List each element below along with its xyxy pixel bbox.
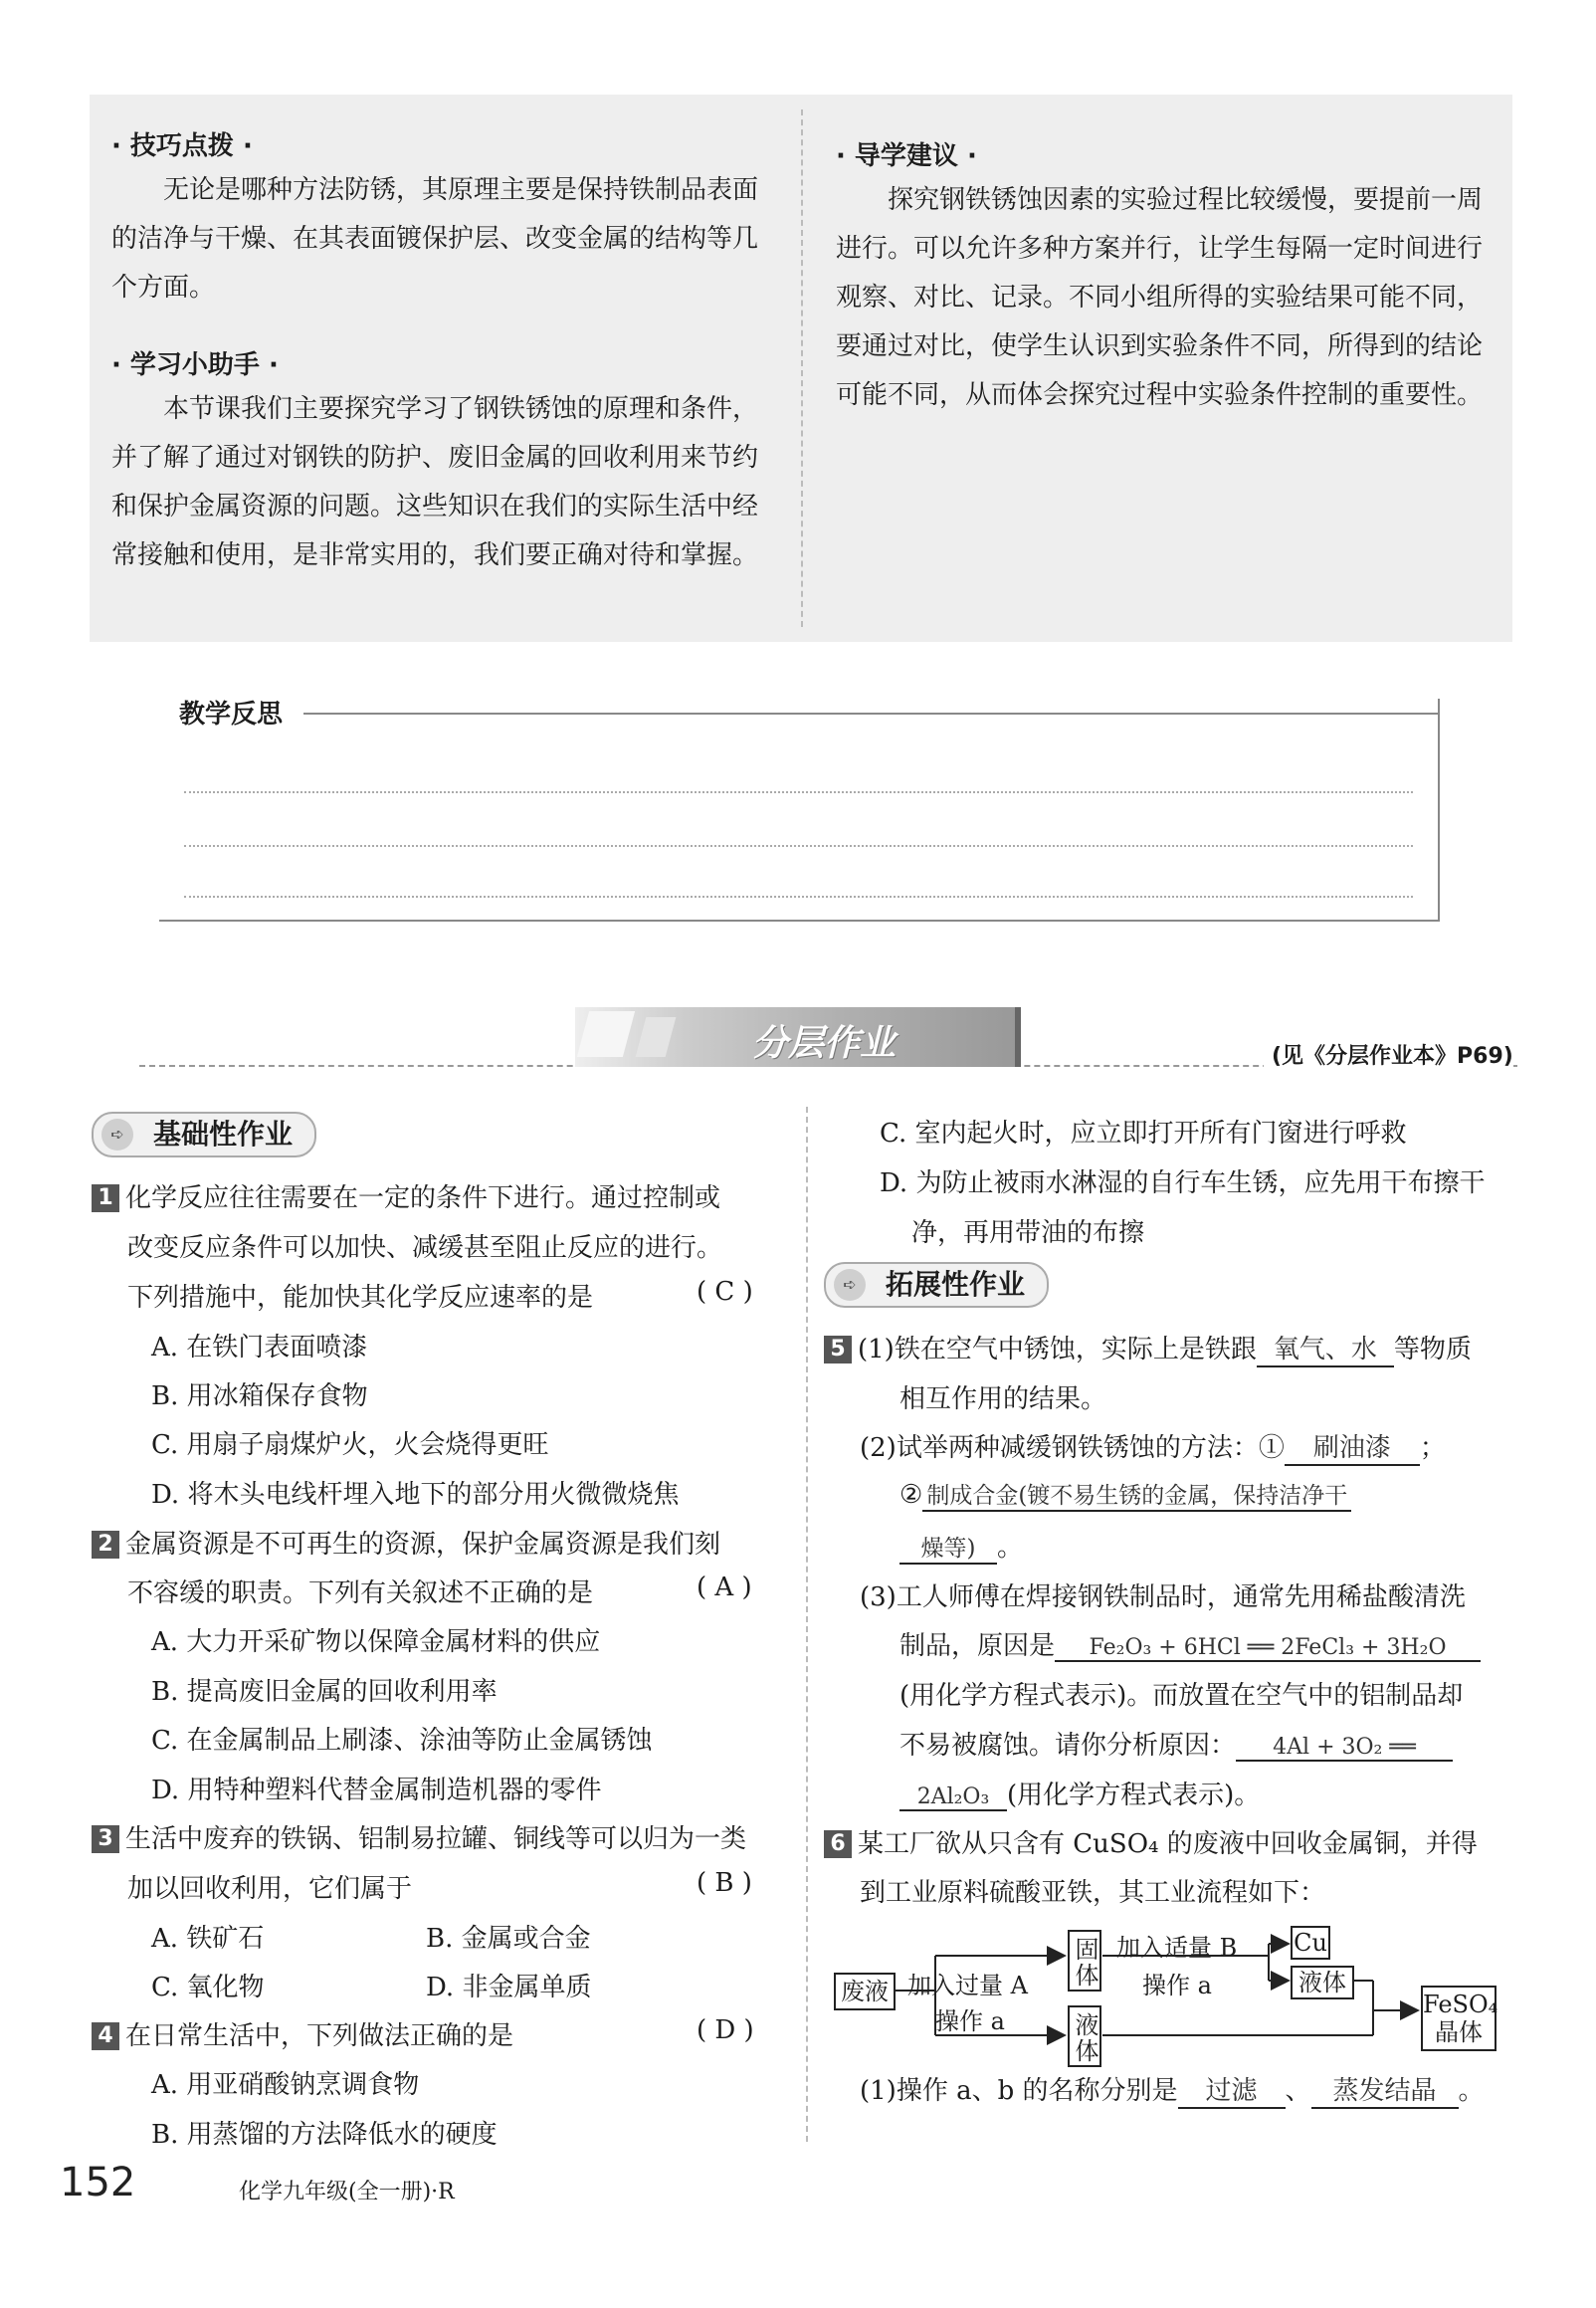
q3-stem-text: 生活中废弃的铁锅、铝制易拉罐、铜线等可以归为一类 — [125, 1824, 747, 1854]
q4-number: 4 — [92, 2022, 119, 2050]
q5-answer-1: 氧气、水 — [1257, 1329, 1394, 1367]
q2-stem-line — [92, 1524, 720, 1561]
q6-sub1-text: (1)操作 a、b 的名称分别是 — [860, 2076, 1178, 2106]
q5-part1-text: (1)铁在空气中锈蚀，实际上是铁跟 — [858, 1335, 1257, 1364]
q2-option: A. 大力开采矿物以保障金属材料的供应 — [151, 1627, 601, 1657]
helper-tip-text: 本节课我们主要探究学习了钢铁锈蚀的原理和条件，并了解了通过对钢铁的防护、废旧金属的回收利用来节约和保护金属资源的问题。这些知识在我们的实际生活中经常接触和使用，是非常实用的，我们要正确对待和掌握。 — [111, 394, 759, 570]
flow-chart — [826, 1926, 1512, 2075]
flow-op-a1: 操作 a — [935, 2007, 1005, 2035]
q5-part2-line3 — [899, 1527, 1023, 1565]
extended-badge-label: 拓展性作业 — [886, 1268, 1026, 1301]
q5-part3-line5-text: (用化学方程式表示)。 — [1007, 1781, 1261, 1810]
flow-liquid1-box: 液体 — [1068, 2005, 1101, 2067]
q2-answer: ( A ) — [697, 1573, 752, 1602]
q1-stem-line — [92, 1177, 720, 1214]
flow-product-formula: FeSO₄ — [1423, 1991, 1498, 2018]
q4-stem-text: 在日常生活中，下列做法正确的是 — [125, 2021, 514, 2051]
q5-answer-2: 刷油漆 — [1285, 1427, 1420, 1466]
q5-part2-line2 — [899, 1477, 1351, 1512]
q3-number: 3 — [92, 1825, 119, 1853]
reflection-top-line — [303, 713, 1438, 715]
q6-stem-text: 某工厂欲从只含有 CuSO₄ 的废液中回收金属铜，并得 — [858, 1829, 1478, 1859]
q6-number: 6 — [824, 1830, 852, 1858]
q1-number: 1 — [92, 1184, 119, 1212]
q3-stem-line — [92, 1818, 746, 1855]
q1-stem-text: 化学反应往往需要在一定的条件下进行。通过控制或 — [125, 1183, 721, 1213]
q6-sub1-end: 。 — [1458, 2076, 1485, 2106]
q4-option: D. 为防止被雨水淋湿的自行车生锈，应先用干布擦干 — [880, 1168, 1486, 1198]
q1-option: D. 将木头电线杆埋入地下的部分用火微微烧焦 — [151, 1480, 680, 1510]
q5-answer-3b: 燥等) — [899, 1530, 997, 1565]
q5-part2-end: 。 — [997, 1533, 1024, 1563]
q2-stem-text: 金属资源是不可再生的资源，保护金属资源是我们刻 — [125, 1530, 721, 1560]
q6-answer-1: 过滤 — [1178, 2070, 1286, 2109]
flow-add-a: 加入过量 A — [907, 1972, 1028, 1999]
reflection-label: 教学反思 — [171, 694, 291, 731]
q5-part1 — [824, 1329, 1472, 1367]
flow-solid-box: 固体 — [1068, 1930, 1101, 1992]
basic-badge — [92, 1112, 316, 1157]
section-title: 分层作业 — [752, 1023, 897, 1064]
q6-stem-line: 到工业原料硫酸亚铁，其工业流程如下： — [860, 1878, 1326, 1908]
q4-option: A. 用亚硝酸钠烹调食物 — [151, 2070, 420, 2100]
skill-tip-heading: · 技巧点拨 · — [111, 131, 253, 161]
q1-option: C. 用扇子扇煤炉火，火会烧得更旺 — [151, 1430, 549, 1460]
guide-tip-heading: · 导学建议 · — [836, 141, 977, 171]
q5-answer-3a: 制成合金(镀不易生锈的金属，保持洁净干 — [922, 1477, 1351, 1512]
page-number: 152 — [60, 2160, 136, 2205]
q5-part3-line5 — [899, 1775, 1260, 1811]
q1-stem-line: 改变反应条件可以加快、减缓甚至阻止反应的进行。 — [127, 1233, 723, 1263]
q6-sub1 — [860, 2070, 1485, 2109]
arrow-icon: ➪ — [834, 1269, 866, 1301]
flow-waste-box: 废液 — [834, 1973, 896, 2010]
q1-option: A. 在铁门表面喷漆 — [151, 1333, 368, 1363]
q5-part3-line1: (3)工人师傅在焊接钢铁制品时，通常先用稀盐酸清洗 — [860, 1582, 1466, 1612]
flow-cu-box: Cu — [1291, 1926, 1330, 1960]
q3-answer: ( B ) — [697, 1868, 752, 1898]
reflection-line — [184, 791, 1413, 793]
section-banner — [575, 1007, 1021, 1067]
basic-badge-label: 基础性作业 — [153, 1118, 294, 1151]
q5-part2 — [860, 1427, 1446, 1466]
q4-option: 净，再用带油的布擦 — [911, 1218, 1145, 1248]
q6-answer-2: 蒸发结晶 — [1311, 2070, 1459, 2109]
skill-tip — [111, 125, 773, 313]
helper-tip-heading: · 学习小助手 · — [111, 350, 279, 380]
q2-stem-line: 不容缓的职责。下列有关叙述不正确的是 — [127, 1578, 594, 1608]
q5-equation-2b: 2Al₂O₃ — [899, 1784, 1007, 1811]
q2-number: 2 — [92, 1531, 119, 1559]
banner-deco-icon — [577, 1011, 635, 1057]
arrow-icon: ➪ — [101, 1119, 133, 1151]
q5-part1-line2: 相互作用的结果。 — [899, 1384, 1107, 1414]
q1-stem-line: 下列措施中，能加快其化学反应速率的是 — [127, 1283, 594, 1313]
q6-stem-line — [824, 1823, 1478, 1860]
reflection-line — [184, 896, 1413, 898]
flow-op-a2: 操作 a — [1142, 1972, 1212, 1999]
q5-part1-post: 等物质 — [1393, 1335, 1472, 1364]
q4-option: C. 室内起火时，应立即打开所有门窗进行呼救 — [880, 1119, 1407, 1149]
flow-product-label: 晶体 — [1435, 2018, 1483, 2046]
book-title: 化学九年级(全一册)·R — [239, 2180, 455, 2204]
q6-sub1-sep: 、 — [1285, 2076, 1311, 2106]
q1-answer: ( C ) — [697, 1277, 753, 1307]
q4-answer: ( D ) — [697, 2015, 754, 2045]
reflection-box — [159, 699, 1440, 922]
q5-part2-sep: ； — [1419, 1433, 1446, 1463]
extended-badge — [824, 1262, 1049, 1308]
q3-option: A. 铁矿石 — [151, 1924, 265, 1954]
q3-option: C. 氧化物 — [151, 1973, 265, 2002]
guide-tip-text: 探究钢铁锈蚀因素的实验过程比较缓慢，要提前一周进行。可以允许多种方案并行，让学生每隔一定时间进行观察、对比、记录。不同小组所得的实验结果可能不同，要通过对比，使学生认识到实验条件不同，所得到的结论可能不同，从而体会探究过程中实验条件控制的重要性。 — [836, 185, 1484, 410]
q5-part2-text: (2)试举两种减缓钢铁锈蚀的方法：① — [860, 1433, 1285, 1463]
q5-mark2: ② — [899, 1480, 923, 1510]
q2-option: D. 用特种塑料代替金属制造机器的零件 — [151, 1776, 602, 1805]
q3-option: D. 非金属单质 — [426, 1973, 592, 2002]
q4-stem-line — [92, 2015, 513, 2052]
flow-liquid2-box: 液体 — [1291, 1966, 1354, 1999]
tips-divider — [801, 109, 803, 627]
flow-product-box — [1421, 1986, 1496, 2051]
banner-deco-icon — [636, 1017, 677, 1057]
q5-part3-line2 — [899, 1625, 1481, 1662]
q4-option: B. 用蒸馏的方法降低水的硬度 — [151, 2120, 498, 2150]
flow-add-b: 加入适量 B — [1116, 1934, 1238, 1962]
q5-part3-line3: (用化学方程式表示)。而放置在空气中的铝制品却 — [899, 1681, 1464, 1711]
q2-option: C. 在金属制品上刷漆、涂油等防止金属锈蚀 — [151, 1726, 653, 1756]
reflection-line — [184, 845, 1413, 847]
q5-part3-line4-text: 不易被腐蚀。请你分析原因： — [899, 1731, 1237, 1761]
q5-equation-1: Fe₂O₃ + 6HCl ══ 2FeCl₃ + 3H₂O — [1055, 1635, 1481, 1662]
guide-tip — [836, 135, 1502, 420]
section-reference: (见《分层作业本》P69) — [1264, 1039, 1513, 1070]
q5-part3-pre: 制品，原因是 — [899, 1631, 1056, 1661]
q5-equation-2a: 4Al + 3O₂ ══ — [1236, 1735, 1453, 1762]
skill-tip-text: 无论是哪种方法防锈，其原理主要是保持铁制品表面的洁净与干燥、在其表面镀保护层、改变金属的结构等几个方面。 — [111, 175, 759, 303]
q5-number: 5 — [824, 1336, 852, 1364]
q3-stem-line: 加以回收利用，它们属于 — [127, 1874, 413, 1904]
columns-divider — [806, 1107, 808, 2142]
q5-part3-line4 — [899, 1725, 1453, 1762]
q2-option: B. 提高废旧金属的回收利用率 — [151, 1677, 498, 1707]
q1-option: B. 用冰箱保存食物 — [151, 1381, 368, 1411]
q3-option: B. 金属或合金 — [426, 1924, 591, 1954]
helper-tip — [111, 344, 773, 580]
